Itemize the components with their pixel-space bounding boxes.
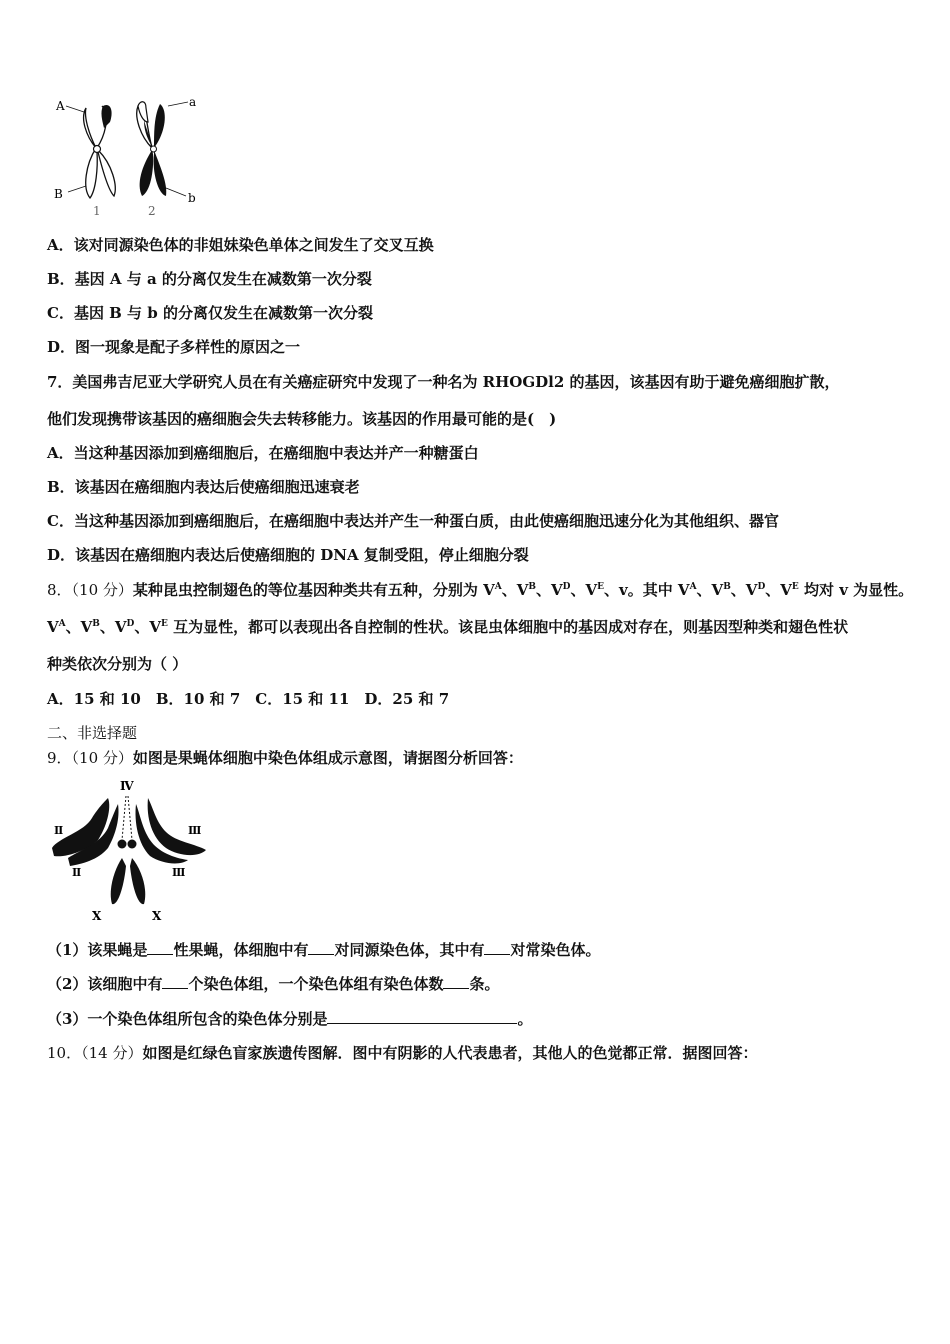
q9-sub2: （2）该细胞中有 个染色体组，一个染色体组有染色体数 条。 bbox=[47, 975, 500, 993]
answer-blank[interactable] bbox=[162, 974, 188, 989]
fruit-fly-chromosome-figure bbox=[48, 778, 210, 926]
q8-stem-line2: $V^A$、$V^B$、$V^D$、$V^E$ 互为显性，都可以表现出各自控制的性状。该昆虫体细胞中的基因成对存在，则基因型种类和翅色性状 bbox=[47, 618, 849, 636]
label-1: 1 bbox=[93, 204, 101, 218]
q8-score: （10 分） bbox=[71, 581, 133, 599]
label-a: a bbox=[189, 95, 197, 109]
answer-blank[interactable] bbox=[327, 1009, 517, 1024]
label-2: 2 bbox=[148, 204, 156, 218]
section-title: 二、非选择题 bbox=[47, 724, 138, 742]
label-ii-top: Ⅱ bbox=[54, 824, 64, 837]
q7-option-d: D．该基因在癌细胞内表达后使癌细胞的 DNA 复制受阻，停止细胞分裂 bbox=[47, 546, 529, 564]
q9-sub3: （3）一个染色体组所包含的染色体分别是 。 bbox=[47, 1010, 533, 1028]
label-b: b bbox=[188, 191, 196, 205]
q7-option-a: A．当这种基因添加到癌细胞后，在癌细胞中表达并产一种糖蛋白 bbox=[47, 444, 479, 462]
q6-option-d: D．图一现象是配子多样性的原因之一 bbox=[47, 338, 301, 356]
answer-blank[interactable] bbox=[484, 940, 510, 955]
q8-options: A．15 和 10 B．10 和 7 C．15 和 11 D．25 和 7 bbox=[47, 690, 450, 708]
centromere-2 bbox=[151, 146, 157, 152]
label-iv: Ⅳ bbox=[120, 779, 134, 793]
q7-option-c: C．当这种基因添加到癌细胞后，在癌细胞中表达并产生一种蛋白质，由此使癌细胞迅速分化为其他组织、器官 bbox=[47, 512, 779, 530]
label-iii-top: Ⅲ bbox=[188, 824, 202, 837]
q9-sub1: （1）该果蝇是 性果蝇，体细胞中有 对同源染色体，其中有 对常染色体。 bbox=[47, 941, 601, 959]
q9-stem: 9．（10 分）如图是果蝇体细胞中染色体组成示意图，请据图分析回答： bbox=[47, 749, 523, 767]
chromosome-x-left bbox=[111, 858, 126, 904]
answer-blank[interactable] bbox=[443, 974, 469, 989]
q6-option-a: A．该对同源染色体的非姐妹染色单体之间发生了交叉互换 bbox=[47, 236, 434, 254]
q7-stem-line2: 他们发现携带该基因的癌细胞会失去转移能力。该基因的作用最可能的是( ) bbox=[47, 410, 557, 428]
q8-stem-line3: 种类依次分别为（ ） bbox=[47, 655, 188, 673]
chromosome-iv bbox=[118, 796, 137, 849]
label-ii-bottom: Ⅱ bbox=[72, 866, 82, 879]
label-x-right: X bbox=[152, 909, 162, 923]
centromere-1 bbox=[94, 146, 101, 153]
chromosome-2-lower-left bbox=[140, 150, 154, 196]
q8-stem-line1: 8．（10 分）某种昆虫控制翅色的等位基因种类共有五种，分别为 $V^A$、$V^B$、$V^D$、$V^E$、v。其中 $V^A$、$V^B$、$V^D$、$V^E$ 均对 v 为显性。 bbox=[47, 581, 914, 599]
q6-option-b: B．基因 A 与 a 的分离仅发生在减数第一次分裂 bbox=[47, 270, 372, 288]
chromosome-x-right bbox=[130, 858, 145, 904]
label-B: B bbox=[54, 187, 63, 201]
q7-option-b: B．该基因在癌细胞内表达后使癌细胞迅速衰老 bbox=[47, 478, 360, 496]
chromosome-1-black-tip bbox=[101, 105, 111, 128]
chromosome-pair-figure bbox=[50, 92, 210, 220]
chromosome-2-upper-right bbox=[154, 104, 165, 148]
label-iii-bottom: Ⅲ bbox=[172, 866, 186, 879]
answer-blank[interactable] bbox=[147, 940, 173, 955]
label-A: A bbox=[56, 99, 65, 113]
label-x-left: X bbox=[92, 909, 102, 923]
q8-number: 8． bbox=[47, 581, 72, 599]
q7-stem-line1: 7．美国弗吉尼亚大学研究人员在有关癌症研究中发现了一种名为 RHOGDl2 的基因，该基因有助于避免癌细胞扩散， bbox=[47, 373, 840, 391]
chromosome-2-lower-right bbox=[154, 150, 167, 196]
q6-option-c: C．基因 B 与 b 的分离仅发生在减数第一次分裂 bbox=[47, 304, 373, 322]
q10-stem: 10．（14 分）如图是红绿色盲家族遗传图解．图中有阴影的人代表患者，其他人的色觉都正常．据图回答： bbox=[47, 1044, 758, 1062]
answer-blank[interactable] bbox=[308, 940, 334, 955]
